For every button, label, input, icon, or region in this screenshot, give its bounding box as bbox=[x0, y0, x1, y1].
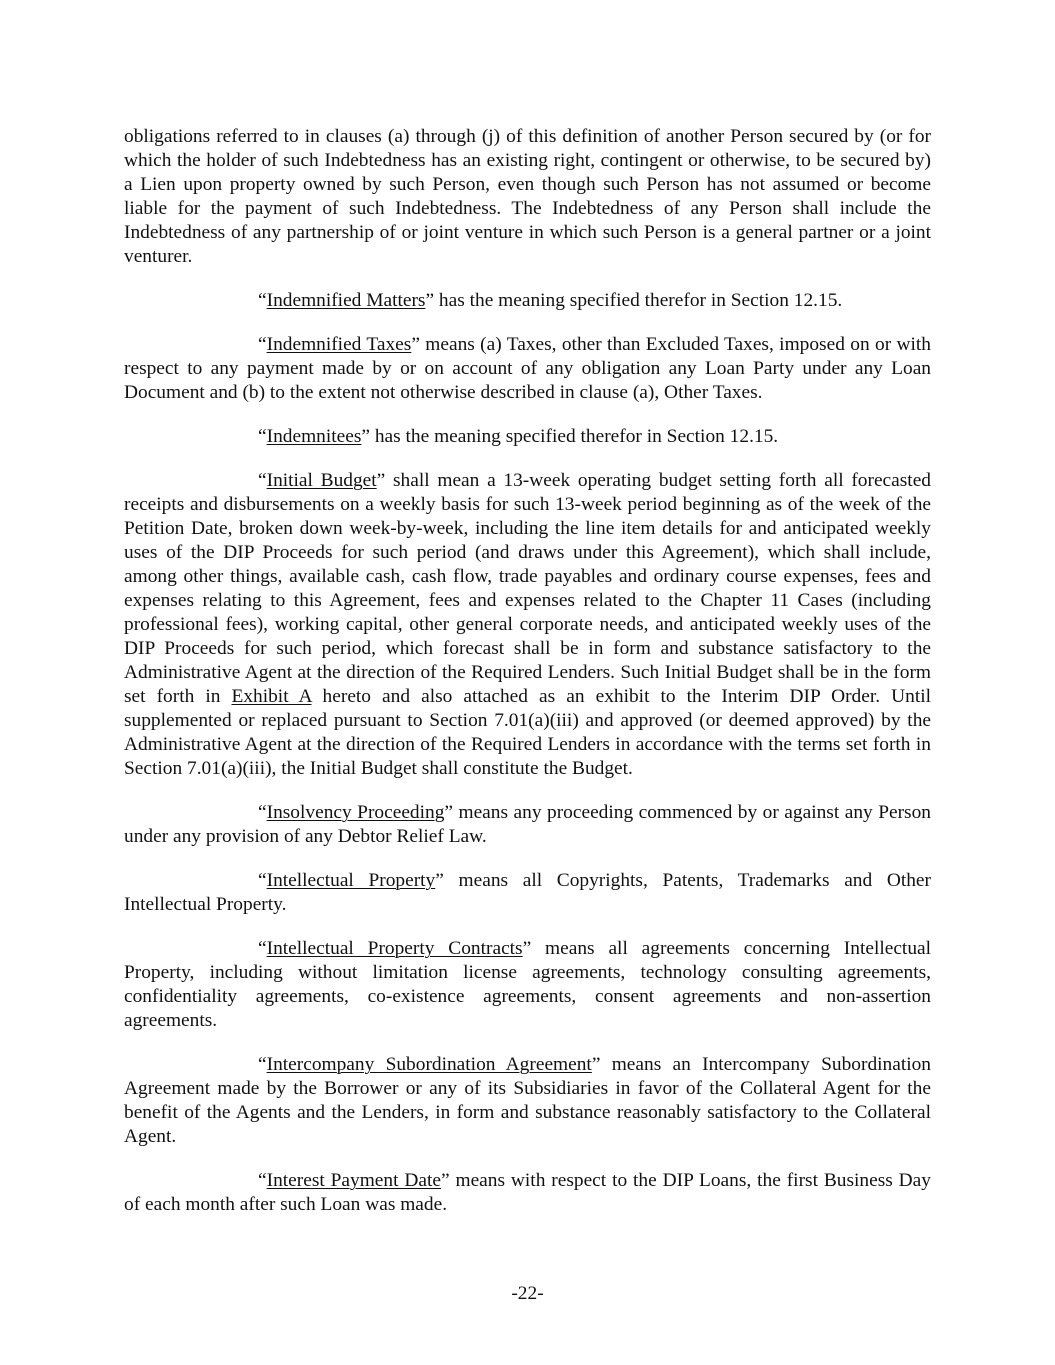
open-quote: “ bbox=[258, 802, 267, 823]
definition-paragraph bbox=[124, 289, 931, 313]
defined-term: Indemnified Taxes bbox=[266, 334, 412, 355]
definition-text-tail: hereto and also attached as an exhibit to the Interim DIP Order. Until supplemented or replaced pursuant to Section 7.01(a)(iii) and approved (or deemed approved) by the Administrative Agent at the direction of the Required Lenders in accordance with the terms set forth in Section 7.01(a)(iii), the Initial Budget shall constitute the Budget. bbox=[124, 686, 932, 779]
definition-text: ” means with respect to the DIP Loans, the first Business Day of each month after such Loan was made. bbox=[124, 1170, 931, 1215]
open-quote: “ bbox=[258, 426, 267, 447]
definition-text: ” has the meaning specified therefor in Section 12.15. bbox=[361, 426, 779, 447]
paragraph-continuation bbox=[124, 125, 931, 269]
defined-term: Intellectual Property Contracts bbox=[266, 938, 523, 959]
defined-term: Indemnitees bbox=[266, 426, 362, 447]
definition-text: ” means all agreements concerning Intellectual Property, including without limitation license agreements, technology consulting agreements, confidentiality agreements, co-existence agreements, consent agreements and non-assertion agreements. bbox=[124, 938, 932, 1031]
page-number: -22- bbox=[511, 1283, 544, 1304]
body-text bbox=[124, 125, 931, 1237]
open-quote: “ bbox=[258, 470, 267, 491]
defined-term: Interest Payment Date bbox=[266, 1170, 441, 1191]
open-quote: “ bbox=[258, 938, 267, 959]
exhibit-reference: Exhibit A bbox=[231, 686, 312, 707]
definition-text: ” shall mean a 13-week operating budget setting forth all forecasted receipts and disbursements on a weekly basis for such 13-week period beginning as of the week of the Petition Date, broken down week-by-week, including the line item details for and anticipated weekly uses of the DIP Proceeds for such period (and draws under this Agreement), which shall include, among other things, available cash, cash flow, trade payables and ordinary course expenses, fees and expenses relating to this Agreement, fees and expenses related to the Chapter 11 Cases (including professional fees), working capital, other general corporate needs, and anticipated weekly uses of the DIP Proceeds for such period, which forecast shall be in form and substance satisfactory to the Administrative Agent at the direction of the Required Lenders. Such Initial Budget shall be in the form set forth in bbox=[124, 470, 931, 707]
open-quote: “ bbox=[258, 1170, 267, 1191]
definition-paragraph bbox=[124, 869, 931, 917]
definition-text: ” means (a) Taxes, other than Excluded Taxes, imposed on or with respect to any payment made by or on account of any obligation any Loan Party under any Loan Document and (b) to the extent not otherwise described in clause (a), Other Taxes. bbox=[124, 334, 931, 403]
definition-paragraph bbox=[124, 333, 931, 405]
defined-term: Initial Budget bbox=[266, 470, 377, 491]
open-quote: “ bbox=[258, 1054, 267, 1075]
open-quote: “ bbox=[258, 870, 267, 891]
open-quote: “ bbox=[258, 290, 267, 311]
definition-paragraph bbox=[124, 801, 931, 849]
definition-paragraph bbox=[124, 1053, 931, 1149]
definition-paragraph bbox=[124, 937, 931, 1033]
open-quote: “ bbox=[258, 334, 267, 355]
definition-paragraph bbox=[124, 1169, 931, 1217]
definition-text: ” has the meaning specified therefor in Section 12.15. bbox=[425, 290, 843, 311]
defined-term: Insolvency Proceeding bbox=[266, 802, 445, 823]
definition-text: ” means all Copyrights, Patents, Trademarks and Other Intellectual Property. bbox=[124, 870, 931, 915]
definition-paragraph bbox=[124, 469, 931, 781]
definition-text: ” means an Intercompany Subordination Agreement made by the Borrower or any of its Subsidiaries in favor of the Collateral Agent for the benefit of the Agents and the Lenders, in form and substance reasonably satisfactory to the Collateral Agent. bbox=[124, 1054, 931, 1147]
paragraph-text: obligations referred to in clauses (a) through (j) of this definition of another Person secured by (or for which the holder of such Indebtedness has an existing right, contingent or otherwise, to be secured by) a Lien upon property owned by such Person, even though such Person has not assumed or become liable for the payment of such Indebtedness. The Indebtedness of any Person shall include the Indebtedness of any partnership of or joint venture in which such Person is a general partner or a joint venturer. bbox=[124, 126, 931, 267]
defined-term: Intercompany Subordination Agreement bbox=[266, 1054, 592, 1075]
defined-term: Indemnified Matters bbox=[266, 290, 426, 311]
definition-text: ” means any proceeding commenced by or against any Person under any provision of any Debtor Relief Law. bbox=[124, 802, 931, 847]
definition-paragraph bbox=[124, 425, 931, 449]
defined-term: Intellectual Property bbox=[266, 870, 436, 891]
